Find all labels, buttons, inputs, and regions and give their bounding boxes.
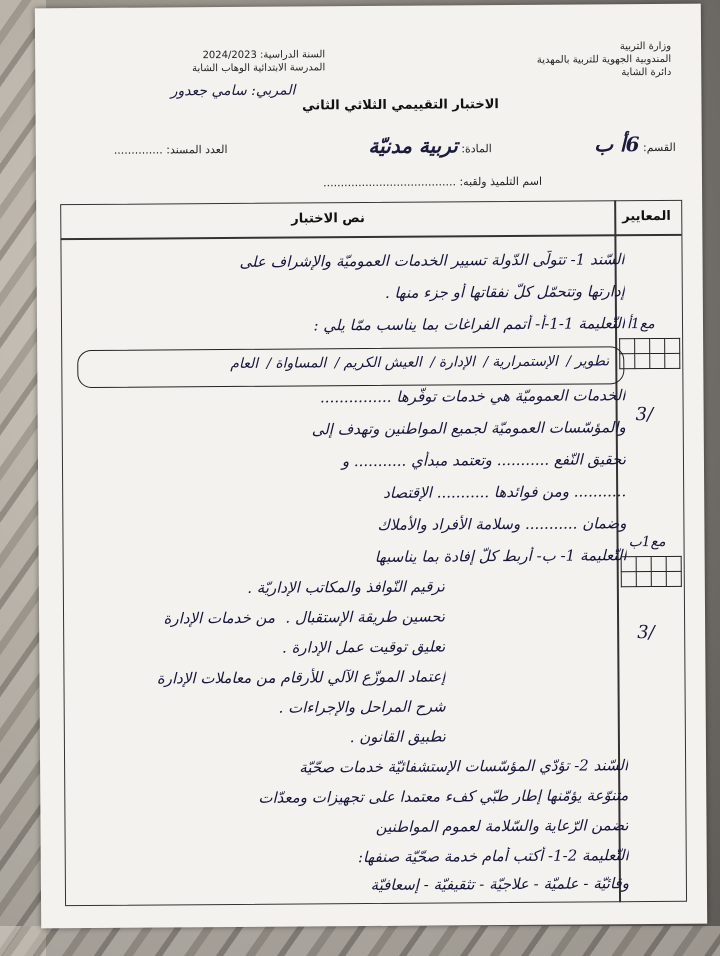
instruction-2-1: التّعليمة 2-1- أكتب أمام خدمة صحّيّة صنفها:	[357, 846, 629, 867]
match-target: من معاملات الإدارة	[156, 668, 276, 688]
institution-header	[501, 40, 671, 80]
word-item: العام	[230, 355, 259, 372]
fill-line-4: ........... ومن فوائدها ........... الإقتصاد	[383, 482, 627, 502]
match-target: من خدمات الإدارة	[163, 608, 276, 628]
match-item: تطبيق القانون .	[349, 727, 446, 747]
student-name-field: اسم التلميذ ولقبه: ......................................	[323, 174, 543, 190]
word-item: الإدارة	[438, 354, 476, 371]
teacher-label: المربي:	[251, 82, 296, 99]
score-field: العدد المسند: ..............	[113, 142, 228, 157]
marble-background-bottom	[0, 926, 720, 956]
source-1-line-2: إدارتها وتتحمّل كلّ نفقاتها أو جزء منها .	[384, 282, 625, 302]
word-item: الإستمرارية	[492, 353, 558, 371]
word-bank-items: تطوير/ الإستمرارية/ الإدارة/ العيش الكريم/ المساواة/ العام	[230, 353, 610, 372]
word-item: المساواة	[275, 355, 327, 372]
class-field	[594, 132, 676, 157]
criterion-score: 3/	[637, 622, 655, 644]
fill-line-5: وضمان ........... وسلامة الأفراد والأملاك	[377, 514, 627, 534]
teacher-line	[65, 83, 295, 101]
match-item: ترقيم النّوافذ والمكاتب الإداريّة .	[247, 577, 445, 597]
source-1-line-1: السّند 1- تتولّى الدّولة تسيير الخدمات العموميّة والإشراف على	[239, 250, 625, 271]
source-2-line-3: تضمن الرّعاية والسّلامة لعموم المواطنين	[375, 816, 629, 836]
school-year: السنة الدراسية: 2024/2023	[202, 49, 326, 62]
subject-label: المادة:	[461, 142, 492, 156]
health-service-types: وقائيّة - علميّة - علاجيّة - تثقيفيّة - إسعافيّة	[370, 874, 629, 895]
source-2-line-1: السّند 2- تؤدّي المؤسّسات الإستشفائيّة خدمات صحّيّة	[299, 756, 629, 777]
school-header	[65, 48, 325, 76]
class-label: القسم:	[642, 140, 676, 155]
match-item: تعليق توقيت عمل الإدارة .	[281, 637, 446, 657]
fill-line-3: تحقيق النّفع ........... وتعتمد مبدأي ........... و	[341, 450, 627, 471]
word-item: العيش الكريم	[343, 354, 422, 372]
ministry-name: وزارة التربية	[619, 40, 672, 53]
instruction-1b: التّعليمة 1- ب- أربط كلّ إفادة بما يناسبها	[374, 546, 627, 566]
source-2-line-2: متنوّعة يؤمّنها إطار طبّي كفء معتمدا على تجهيزات ومعدّات	[258, 786, 629, 807]
fill-line-2: والمؤسّسات العموميّة لجميع المواطنين وتهدف إلى	[311, 418, 626, 439]
criterion-label: مع1ب	[628, 533, 666, 551]
word-item: تطوير	[574, 353, 610, 370]
instruction-1a: التّعليمة 1-1-أ- أتمم الفراغات بما يناسب ممّا يلي :	[313, 314, 626, 335]
criterion-grid	[621, 556, 682, 587]
match-item: تحسين طريقة الإستقبال .	[285, 607, 446, 627]
exam-title: الاختبار التقييمي الثلاثي الثاني	[302, 97, 499, 114]
column-header-text: نص الاختبار	[291, 211, 365, 227]
exam-paper	[35, 4, 707, 929]
fill-line-1: الخدمات العموميّة هي خدمات توفّرها ...............	[319, 386, 626, 407]
match-item: إعتماد الموزّع الآلي للأرقام .	[271, 667, 446, 687]
directorate-name: المندوبية الجهوية للتربية بالمهدية	[536, 53, 672, 66]
class-value: 6أ ب	[594, 132, 640, 157]
subject-value: تربية مدنيّة	[368, 133, 458, 159]
criterion-grid	[619, 338, 680, 369]
district-name: دائرة الشابة	[621, 66, 672, 79]
column-header-criteria: المعايير	[622, 208, 671, 225]
criterion-score: 3/	[635, 404, 654, 426]
subject-field	[368, 133, 492, 158]
criterion-label: مع1أ	[626, 316, 655, 333]
match-item: شرح المراحل والإجراءات .	[278, 697, 446, 717]
teacher-name: سامي جعدور	[170, 82, 247, 100]
school-name: المدرسة الابتدائية الوهاب الشابة	[192, 62, 326, 75]
